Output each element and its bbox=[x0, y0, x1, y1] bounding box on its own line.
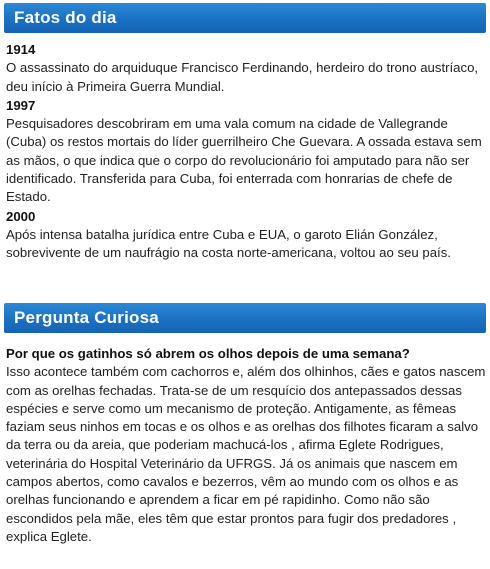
fatos-do-dia-header bbox=[4, 3, 486, 33]
fact-year: 1997 bbox=[6, 97, 36, 113]
fact-entry bbox=[6, 41, 486, 96]
fact-year: 1914 bbox=[6, 42, 36, 57]
pergunta-curiosa-content bbox=[6, 345, 486, 546]
pergunta-curiosa-header bbox=[4, 303, 486, 333]
fact-text: O assassinato do arquiduque Francisco Ferdinando, herdeiro do trono austríaco, deu início à Primeira Guerra Mundial. bbox=[6, 60, 479, 94]
question-text: Por que os gatinhos só abrem os olhos depois de uma semana? bbox=[6, 346, 410, 361]
answer-text: Isso acontece também com cachorros e, além dos olhinhos, cães e gatos nascem com as orelhas fechadas. Trata-se de um resquício dos antepassados dessas espécies e serve como um mecanismo de proteção. Antigamente, as fêmeas faziam seus ninhos em tocas e os olhos e as orelhas dos filhotes ficaram a salvo da terra ou da areia, que poderiam machucá-los , afirma Eglete Rodrigues, veterinária do Hospital Veterinário da UFRGS. Já os animais que nascem em campos abertos, como cavalos e bezerros, vêm ao mundo com os olhos e as orelhas funcionando e aprendem a ficar em pé rapidinho. Como não são escondidos pela mãe, eles têm que estar prontos para fugir dos predadores , explica Eglete. bbox=[6, 364, 486, 544]
fact-text: Após intensa batalha jurídica entre Cuba e EUA, o garoto Elián González, sobrevivente de um naufrágio na costa norte-americana, voltou ao seu país. bbox=[6, 226, 451, 261]
fact-entry bbox=[6, 208, 486, 263]
fact-text: Pesquisadores descobriram em uma vala comum na cidade de Vallegrande (Cuba) os restos mortais do líder guerrilheiro Che Guevara. A ossada estava sem as mãos, o que indica que o corpo do revolucionário foi amputado para não ser identificado. Transferida para Cuba, foi enterrada com honrarias de chefe de Estado. bbox=[6, 116, 482, 205]
fatos-do-dia-list bbox=[6, 41, 486, 264]
fatos-do-dia-title: Fatos do dia bbox=[14, 8, 117, 27]
fact-entry bbox=[6, 97, 486, 207]
pergunta-curiosa-title: Pergunta Curiosa bbox=[14, 308, 159, 327]
fact-year: 2000 bbox=[6, 208, 36, 224]
